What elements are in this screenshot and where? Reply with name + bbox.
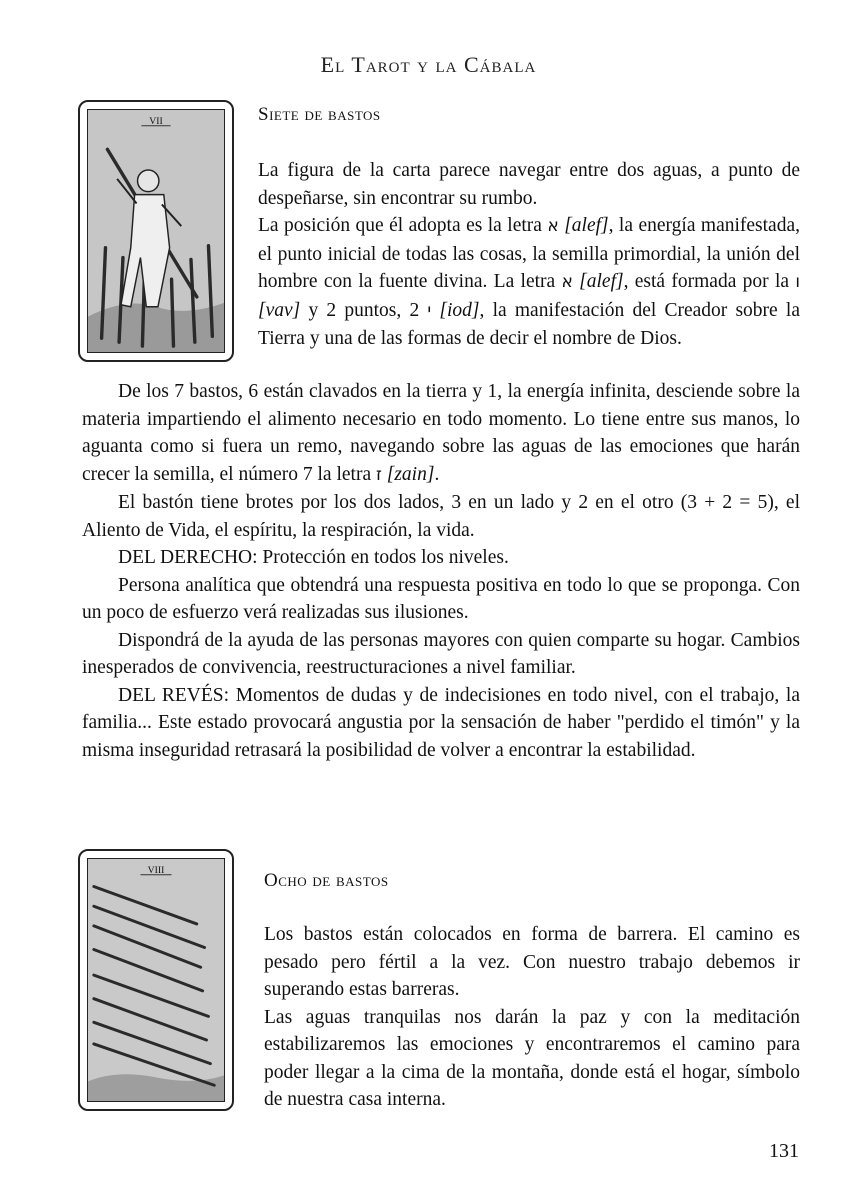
body-paragraph-reversed: DEL REVÉS: Momentos de dudas y de indecisiones en todo nivel, con el trabajo, la familia... Este estado provocará angustia por la sensación de haber "perdido el timón" y la misma inseguridad retrasará la posibilidad de volver a encontrar la estabilidad. [82,684,800,761]
hebrew-letter-iod: י [427,300,432,321]
body-text-seven-of-wands [82,378,800,764]
body-paragraph: Los bastos están colocados en forma de barrera. El camino es pesado pero fértil a la vez. Con nuestro trabajo debemos ir superando estas barreras. [264,924,800,1000]
intro-column-seven-of-wands [258,157,800,353]
body-paragraph: Dispondrá de la ayuda de las personas mayores con quien comparte su hogar. Cambios inesperados de convivencia, reestructuraciones a nivel familiar. [82,629,800,678]
tarot-card-eight-of-wands [78,849,234,1111]
hebrew-letter-alef: א [561,272,573,292]
running-title: El Tarot y la Cábala [320,52,537,77]
card-illustration [87,858,225,1102]
section-title-eight-of-wands: Ocho de bastos [264,870,389,891]
card-illustration [87,109,225,353]
section-title-seven-of-wands: Siete de bastos [258,104,381,125]
page-number: 131 [769,1140,799,1162]
body-paragraph: Las aguas tranquilas nos darán la paz y con la meditación estabilizaremos las emociones y encontraremos el camino para poder llegar a la cima de la montaña, donde está el hogar, símbolo de nuestra casa interna. [264,1006,800,1110]
body-paragraph: Persona analítica que obtendrá una respuesta positiva en todo lo que se proponga. Con un poco de esfuerzo verá realizadas sus ilusiones. [82,574,800,623]
intro-paragraph: La figura de la carta parece navegar entre dos aguas, a punto de despeñarse, sin encontrar su rumbo. [258,160,800,209]
body-paragraph: El bastón tiene brotes por los dos lados, 3 en un lado y 2 en el otro (3 + 2 = 5), el Aliento de Vida, el espíritu, la respiración, la vida. [82,492,800,541]
hebrew-letter-zain: ז [375,464,382,485]
text-column-eight-of-wands [264,921,800,1114]
hebrew-letter-alef: א [547,216,559,236]
tarot-card-seven-of-wands [78,100,234,362]
card-numeral: VIII [147,864,165,876]
body-paragraph: De los 7 bastos, 6 están clavados en la tierra y 1, la energía infinita, desciende sobre la materia impartiendo el alimento necesario en todo momento. Lo tiene entre sus manos, lo aguanta como si fuera un remo, navegando sobre las aguas de las emociones que harán crecer la semilla, el número 7 la letra ז [zain]. [82,381,800,485]
hebrew-letter-vav: ו [795,272,800,292]
card-numeral: VII [149,115,163,127]
body-paragraph-upright: DEL DERECHO: Protección en todos los niveles. [118,547,509,568]
intro-paragraph-alef: La posición que él adopta es la letra א [alef], la energía manifestada, el punto inicial de todas las cosas, la semilla primordial, la unión del hombre con la fuente divina. La letra א [alef], está formada por la ו [vav] y 2 puntos, 2 י [iod], la manifestación del Creador sobre la Tierra y una de las formas de decir el nombre de Dios. [258,215,800,349]
